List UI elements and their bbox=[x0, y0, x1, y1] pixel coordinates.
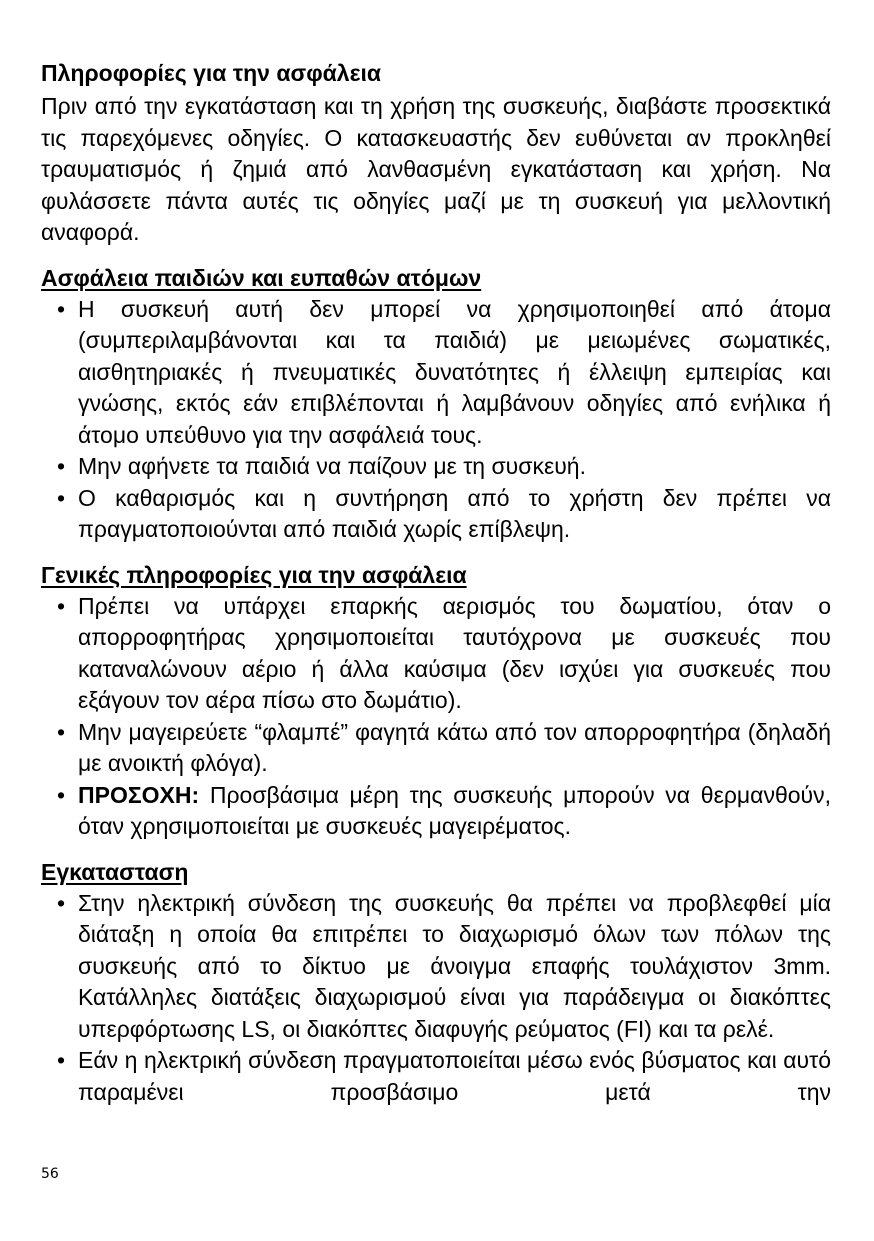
section-heading-general-safety: Γενικές πληροφορίες για την ασφάλεια bbox=[41, 561, 467, 588]
bullet-icon: • bbox=[57, 718, 66, 745]
bullet-item-caution bbox=[41, 780, 831, 843]
bullet-icon: • bbox=[57, 592, 66, 619]
bullet-list-child-safety bbox=[41, 294, 831, 546]
bullet-text: Εάν η ηλεκτρική σύνδεση πραγματοποιείται μέσω ενός βύσματος και αυτό παραμένει προσβάσιμο μετά την bbox=[78, 1047, 831, 1105]
bullet-text: Στην ηλεκτρική σύνδεση της συσκευής θα πρέπει να προβλεφθεί μία διάταξη η οποία θα επιτρέπει το διαχωρισμό όλων των πόλων της συσκευής από το δίκτυο με άνοιγμα επαφής τουλάχιστον 3mm. Κατάλληλες διατάξεις διαχωρισμού είναι για παράδειγμα οι διακόπτες υπερφόρτωσης LS, οι διακόπτες διαφυγής ρεύματος (FI) και τα ρελέ. bbox=[78, 889, 831, 1042]
bullet-icon: • bbox=[57, 453, 66, 479]
bullet-text: Μην μαγειρεύετε “φλαμπέ” φαγητά κάτω από τον απορροφητήρα (δηλαδή με ανοικτή φλόγα). bbox=[78, 718, 831, 776]
bullet-icon: • bbox=[57, 889, 66, 916]
bullet-text: Η συσκευή αυτή δεν μπορεί να χρησιμοποιηθεί από άτομα (συμπεριλαμβάνονται και τα παιδιά) με μειωμένες σωματικές, αισθητηριακές ή πνευματικές δυνατότητες ή έλλειψη εμπειρίας και γνώσης, εκτός εάν επιβλέπονται ή λαμβάνουν οδηγίες από ενήλικα ή άτομο υπεύθυνο για την ασφάλειά τους. bbox=[78, 295, 831, 448]
bullet-icon: • bbox=[57, 781, 66, 808]
bullet-list-general-safety bbox=[41, 591, 831, 843]
bullet-item bbox=[41, 451, 831, 483]
bullet-text: Ο καθαρισμός και η συντήρηση από το χρήστη δεν πρέπει να πραγματοποιούνται από παιδιά χωρίς επίβλεψη. bbox=[78, 484, 831, 542]
caution-text: Προσβάσιμα μέρη της συσκευής μπορούν να θερμανθούν, όταν χρησιμοποιείται με συσκευές μαγειρέματος. bbox=[78, 781, 831, 839]
section-heading-installation: Εγκατασταση bbox=[41, 858, 189, 885]
bullet-item bbox=[41, 717, 831, 780]
bullet-item bbox=[41, 1045, 831, 1108]
intro-paragraph: Πριν από την εγκατάσταση και τη χρήση της συσκευής, διαβάστε προσεκτικά τις παρεχόμενες οδηγίες. Ο κατασκευαστής δεν ευθύνεται αν προκληθεί τραυματισμός ή ζημιά από λανθασμένη εγκατάσταση και χρήση. Να φυλάσσετε πάντα αυτές τις οδηγίες μαζί με τη συσκευή για μελλοντική αναφορά. bbox=[41, 93, 831, 245]
bullet-item bbox=[41, 294, 831, 452]
bullet-icon: • bbox=[57, 295, 66, 322]
bullet-item bbox=[41, 591, 831, 717]
page-number: 56 bbox=[41, 1166, 59, 1182]
bullet-item bbox=[41, 888, 831, 1046]
document-page bbox=[41, 58, 831, 1108]
bullet-text: Μην αφήνετε τα παιδιά να παίζουν με τη συσκευή. bbox=[78, 453, 586, 479]
bullet-icon: • bbox=[57, 1047, 66, 1073]
bullet-text: Πρέπει να υπάρχει επαρκής αερισμός του δωματίου, όταν ο απορροφητήρας χρησιμοποιείται ταυτόχρονα με συσκευές που καταναλώνουν αέριο ή άλλα καύσιμα (δεν ισχύει για συσκευές που εξάγουν τον αέρα πίσω στο δωμάτιο). bbox=[78, 592, 831, 713]
bullet-icon: • bbox=[57, 484, 66, 511]
section-heading-child-safety: Ασφάλεια παιδιών και ευπαθών ατόμων bbox=[41, 264, 482, 291]
page-title: Πληροφορίες για την ασφάλεια bbox=[41, 60, 382, 86]
bullet-item bbox=[41, 483, 831, 546]
bullet-list-installation bbox=[41, 888, 831, 1109]
caution-label: ΠΡΟΣΟΧΗ: bbox=[78, 781, 200, 808]
